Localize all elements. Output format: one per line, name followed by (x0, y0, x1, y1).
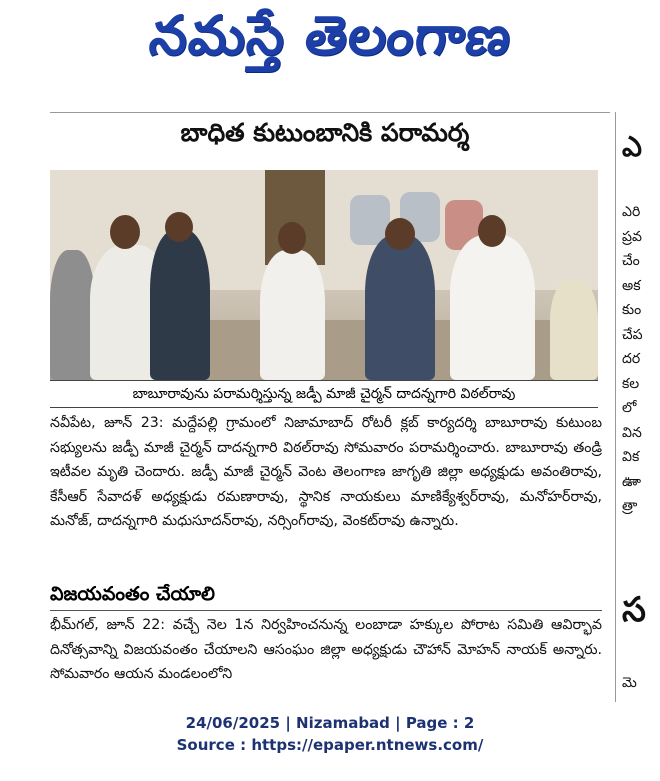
photo-person-head (385, 218, 415, 250)
photo-person (150, 230, 210, 380)
footer-source-link[interactable]: Source : https://epaper.ntnews.com/ (176, 736, 484, 754)
side-line: విక (622, 449, 640, 465)
side-line: విన (622, 424, 642, 441)
side-column-headline: ఎ (622, 130, 642, 163)
side-line: ప్రవ (622, 228, 642, 245)
side-line: ఎరి (622, 204, 641, 220)
photo-person-head (165, 212, 193, 242)
masthead-title: నమస్తే తెలంగాణ (146, 4, 515, 67)
article-headline: బాధిత కుటుంబానికి పరామర్శ (180, 118, 470, 147)
photo-person (260, 250, 325, 380)
newspaper-masthead (0, 0, 660, 90)
photo-person-head (110, 215, 140, 249)
photo-person (50, 250, 95, 380)
side-line: కుం (622, 302, 642, 318)
article2-rule (50, 610, 602, 611)
top-rule (50, 112, 610, 113)
side-line: లో (622, 400, 637, 416)
photo-person (550, 280, 598, 380)
side-column-text (622, 200, 660, 519)
side-line: చేం (622, 253, 640, 269)
page-footer (0, 712, 660, 756)
side-column-headline-2: స (622, 590, 646, 630)
side-column-last-line: మె (622, 675, 637, 691)
news-photo (50, 170, 598, 380)
side-line: చేప (622, 326, 643, 343)
photo-person-head (278, 222, 306, 254)
side-line: దర (622, 351, 641, 367)
photo-caption: బాబూరావును పరామర్శిస్తున్న జడ్పీ మాజీ చైర్మన్ దాదన్నగారి విఠల్‌రావు (50, 380, 598, 408)
photo-person (365, 235, 435, 380)
photo-person-head (478, 215, 506, 247)
side-line: అక (622, 277, 641, 294)
article2-body: భీమ్‌గల్, జూన్ 22: వచ్చే నెల 1న నిర్వహించనున్న లంబాడా హక్కుల పోరాట సమితి ఆవిర్భావ దినోత్సవాన్ని విజయవంతం చేయాలని ఆసంఘం జిల్లా అధ్యక్షుడు చౌహాన్ మోహన్ నాయక్ అన్నారు. సోమవారం ఆయన మండలంలోని (50, 617, 602, 682)
side-line: ఊా (622, 473, 641, 490)
column-divider (615, 112, 616, 702)
side-line: త్రా (622, 498, 638, 514)
article-body: నవీపేట, జూన్ 23: మద్దేపల్లి గ్రామంలో నిజామాబాద్ రోటరీ క్లబ్ కార్యదర్శి బాబూరావు కుటుంబ సభ్యులను జడ్పీ మాజీ చైర్మన్ దాదన్నగారి విఠల్‌రావు సోమవారం పరామర్శించారు. బాబూరావు తండ్రి ఇటీవల మృతి చెందారు. జడ్పీ మాజీ చైర్మన్ వెంట తెలంగాణ జాగృతి జిల్లా అధ్యక్షుడు అవంతిరావు, కేసీఆర్ సేవాదళ్ అధ్యక్షుడు రమణారావు, స్థానిక నాయకులు మాణిక్యేశ్వర్‌రావు, మనోహర్‌రావు, మనోజ్, దాదన్నగారి మధుసూదన్‌రావు, నర్సింగ్‌రావు, వెంకట్‌రావు ఉన్నారు. (50, 415, 602, 529)
article2-headline: విజయవంతం చేయాలి (50, 583, 215, 605)
photo-person (450, 235, 535, 380)
footer-edition-info: 24/06/2025 | Nizamabad | Page : 2 (185, 714, 475, 732)
side-line: కల (622, 375, 640, 392)
